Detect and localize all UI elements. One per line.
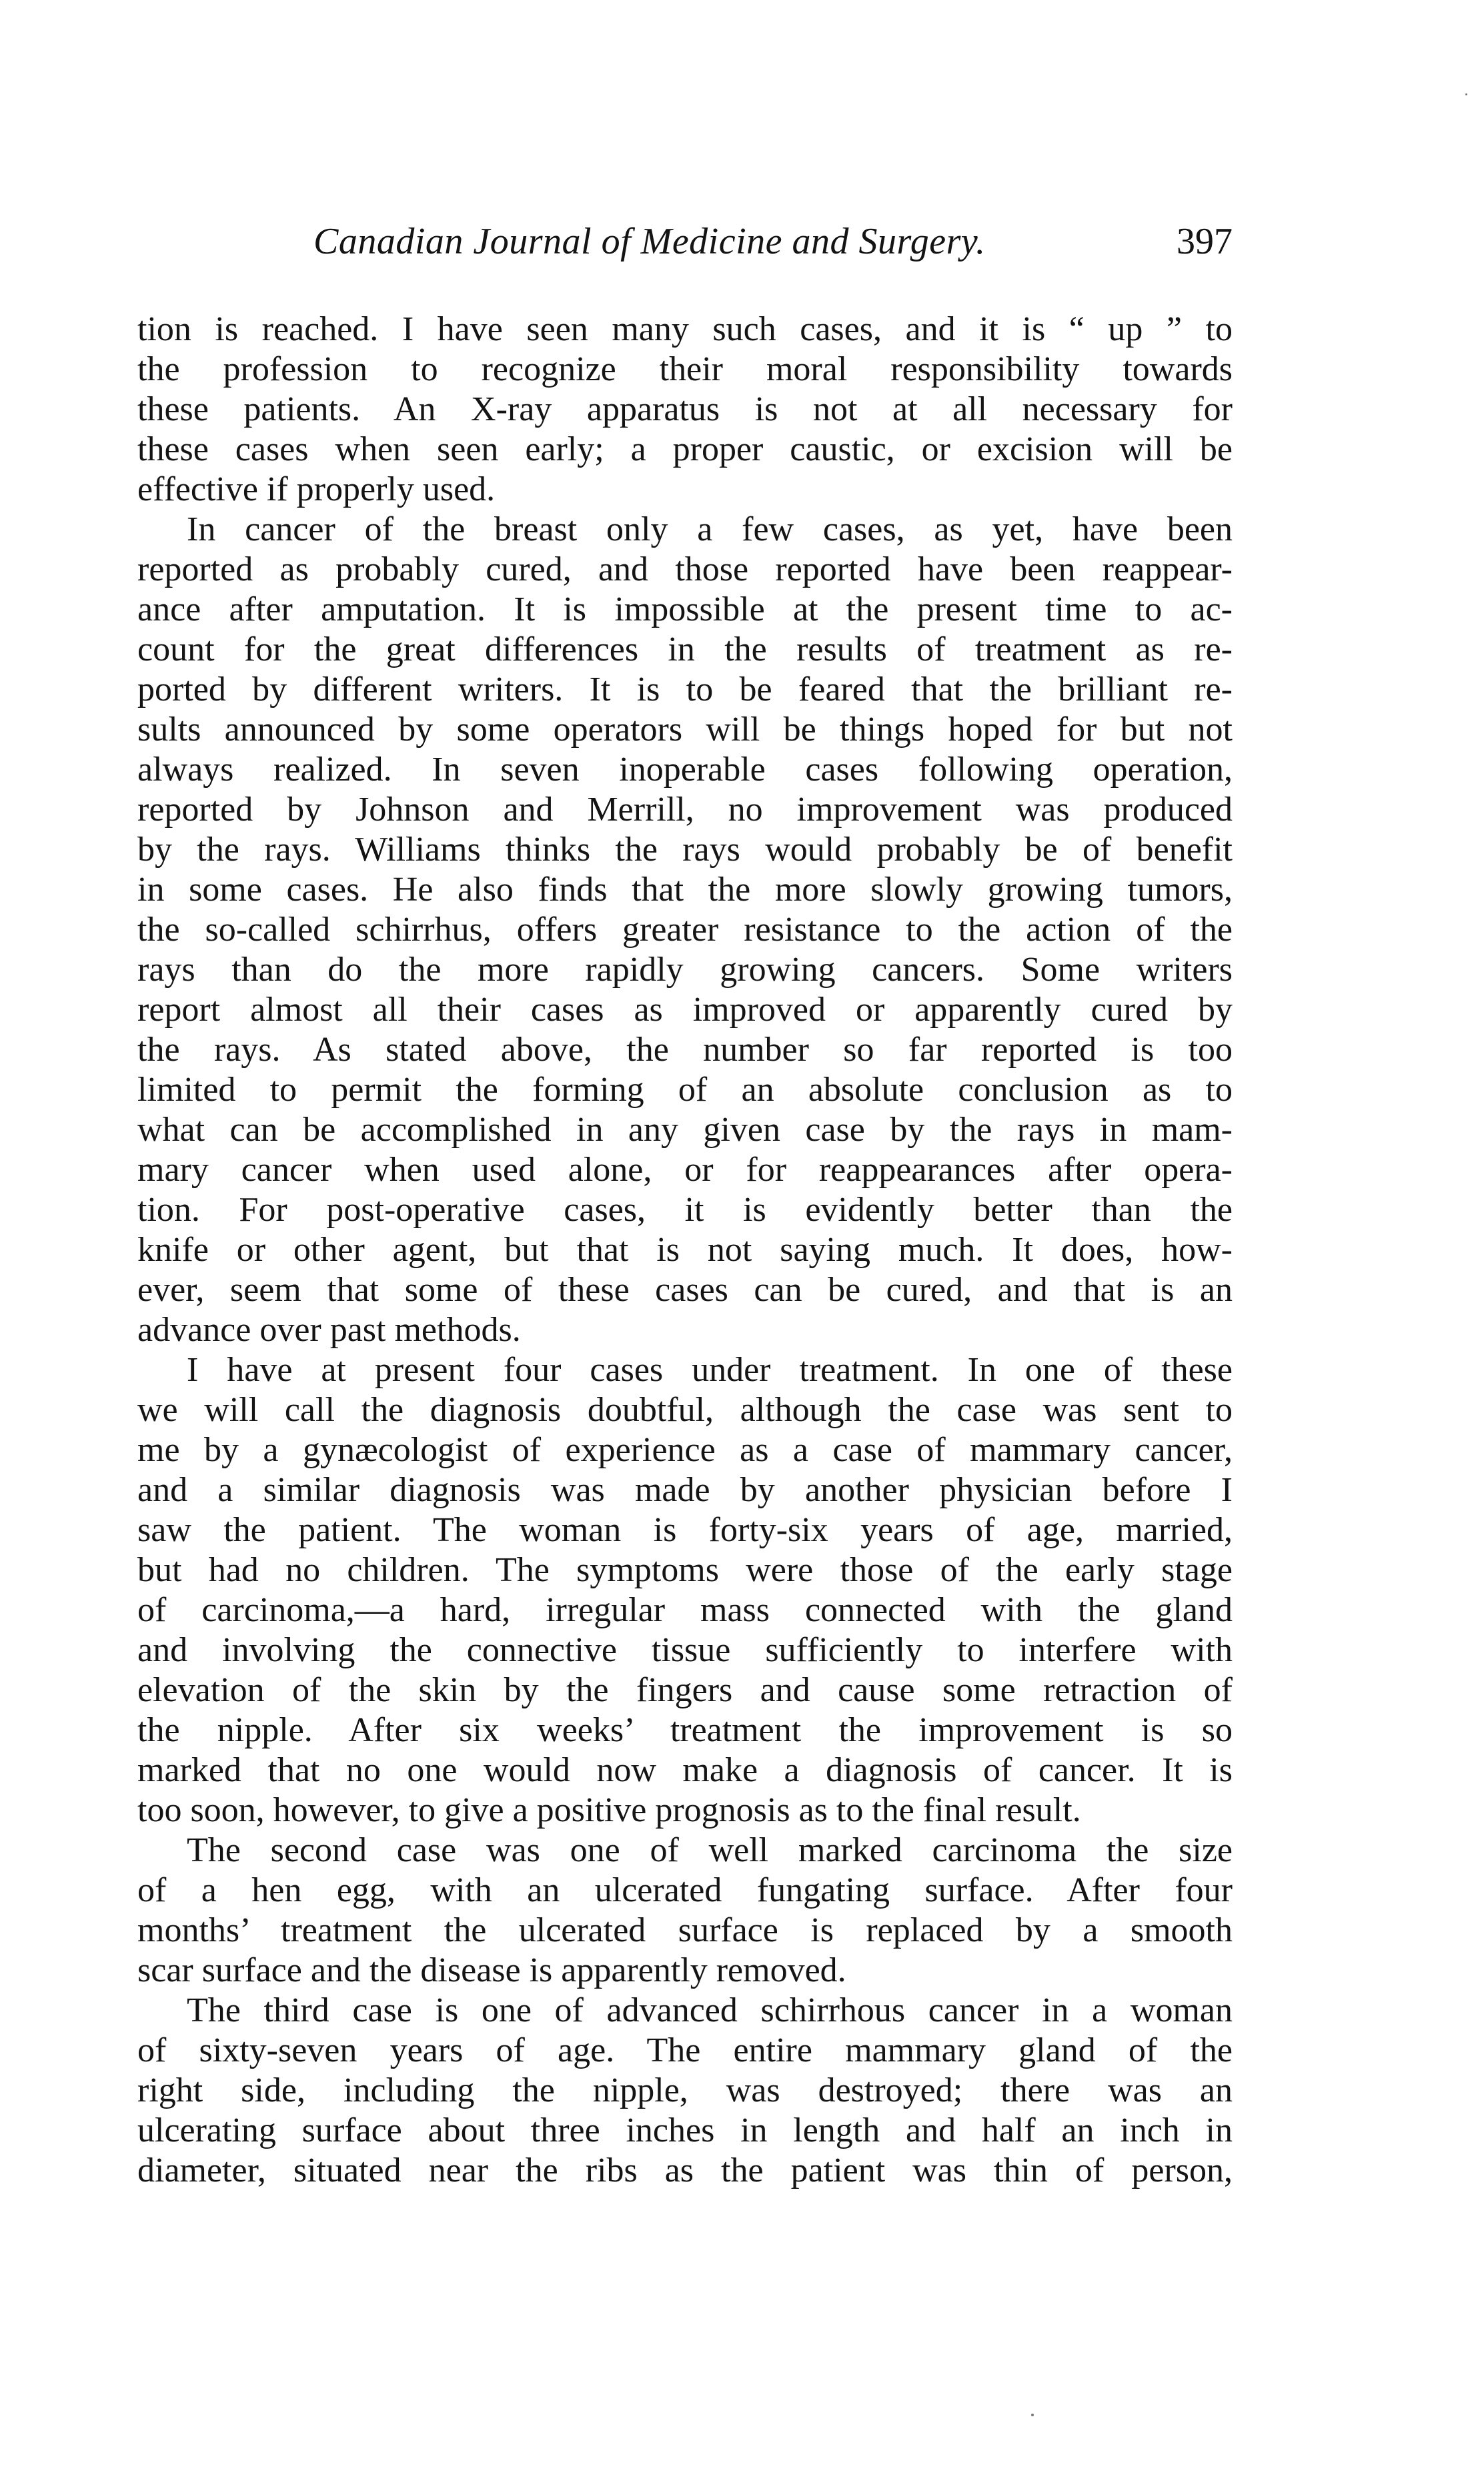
text-line: the profession to recognize their moral responsibility towards (137, 350, 1233, 388)
text-line: knife or other agent, but that is not saying much. It does, how- (137, 1231, 1233, 1269)
text-line: tion is reached. I have seen many such cases, and it is “ up ” to (137, 310, 1233, 348)
text-line: what can be accomplished in any given case by the rays in mam- (137, 1111, 1233, 1149)
text-line: ever, seem that some of these cases can be cured, and that is an (137, 1271, 1233, 1309)
text-line: in some cases. He also finds that the more slowly growing tumors, (137, 871, 1233, 909)
text-line: we will call the diagnosis doubtful, although the case was sent to (137, 1391, 1233, 1429)
paragraph (137, 1991, 1233, 2191)
text-line: reported by Johnson and Merrill, no improvement was produced (137, 791, 1233, 829)
paragraph (137, 1350, 1233, 1831)
text-line: marked that no one would now make a diagnosis of cancer. It is (137, 1751, 1233, 1789)
text-line: saw the patient. The woman is forty-six years of age, married, (137, 1511, 1233, 1549)
page-header (313, 220, 1233, 274)
text-line: count for the great differences in the results of treatment as re- (137, 630, 1233, 668)
text-line: tion. For post-operative cases, it is evidently better than the (137, 1191, 1233, 1229)
text-line: rays than do the more rapidly growing cancers. Some writers (137, 951, 1233, 989)
paragraph (137, 310, 1233, 510)
text-line: me by a gynæcologist of experience as a case of mammary cancer, (137, 1431, 1233, 1469)
text-line: advance over past methods. (137, 1311, 521, 1349)
text-line: the rays. As stated above, the number so far reported is too (137, 1031, 1233, 1069)
text-line: scar surface and the disease is apparently removed. (137, 1951, 846, 1989)
text-line: sults announced by some operators will be things hoped for but not (137, 710, 1233, 749)
text-line: limited to permit the forming of an absolute conclusion as to (137, 1071, 1233, 1109)
text-line: effective if properly used. (137, 470, 496, 508)
paper-speck (1465, 93, 1467, 95)
text-line: I have at present four cases under treatment. In one of these (187, 1351, 1233, 1389)
text-line: ported by different writers. It is to be feared that the brilliant re- (137, 670, 1233, 708)
text-line: and a similar diagnosis was made by another physician before I (137, 1471, 1233, 1509)
text-line: these cases when seen early; a proper caustic, or excision will be (137, 430, 1233, 468)
paper-speck (1031, 2414, 1034, 2416)
text-line: the nipple. After six weeks’ treatment the improvement is so (137, 1711, 1233, 1749)
text-line: reported as probably cured, and those reported have been reappear- (137, 550, 1233, 588)
text-line: too soon, however, to give a positive prognosis as to the final result. (137, 1791, 1081, 1829)
text-line: mary cancer when used alone, or for reappearances after opera- (137, 1151, 1233, 1189)
text-line: ulcerating surface about three inches in length and half an inch in (137, 2111, 1233, 2149)
text-line: The second case was one of well marked carcinoma the size (187, 1831, 1233, 1869)
text-line: these patients. An X-ray apparatus is not at all necessary for (137, 390, 1233, 428)
paragraph (137, 510, 1233, 1350)
text-line: of sixty-seven years of age. The entire mammary gland of the (137, 2031, 1233, 2069)
text-line: diameter, situated near the ribs as the patient was thin of person, (137, 2151, 1233, 2189)
page-number: 397 (1177, 221, 1233, 262)
text-line: and involving the connective tissue sufficiently to interfere with (137, 1631, 1233, 1669)
text-line: by the rays. Williams thinks the rays would probably be of benefit (137, 831, 1233, 869)
text-line: right side, including the nipple, was destroyed; there was an (137, 2071, 1233, 2109)
text-line: the so-called schirrhus, offers greater resistance to the action of the (137, 911, 1233, 949)
text-line: months’ treatment the ulcerated surface is replaced by a smooth (137, 1911, 1233, 1949)
running-title: Canadian Journal of Medicine and Surgery. (313, 221, 986, 262)
text-line: of carcinoma,—a hard, irregular mass connected with the gland (137, 1591, 1233, 1629)
text-line: The third case is one of advanced schirrhous cancer in a woman (187, 1991, 1233, 2029)
text-line: report almost all their cases as improved or apparently cured by (137, 991, 1233, 1029)
text-line: In cancer of the breast only a few cases, as yet, have been (187, 510, 1233, 548)
text-line: always realized. In seven inoperable cases following operation, (137, 751, 1233, 789)
text-line: elevation of the skin by the fingers and cause some retraction of (137, 1671, 1233, 1709)
text-line: but had no children. The symptoms were those of the early stage (137, 1551, 1233, 1589)
body-text (137, 310, 1233, 2191)
text-line: ance after amputation. It is impossible at the present time to ac- (137, 590, 1233, 628)
paragraph (137, 1831, 1233, 1991)
text-line: of a hen egg, with an ulcerated fungating surface. After four (137, 1871, 1233, 1909)
